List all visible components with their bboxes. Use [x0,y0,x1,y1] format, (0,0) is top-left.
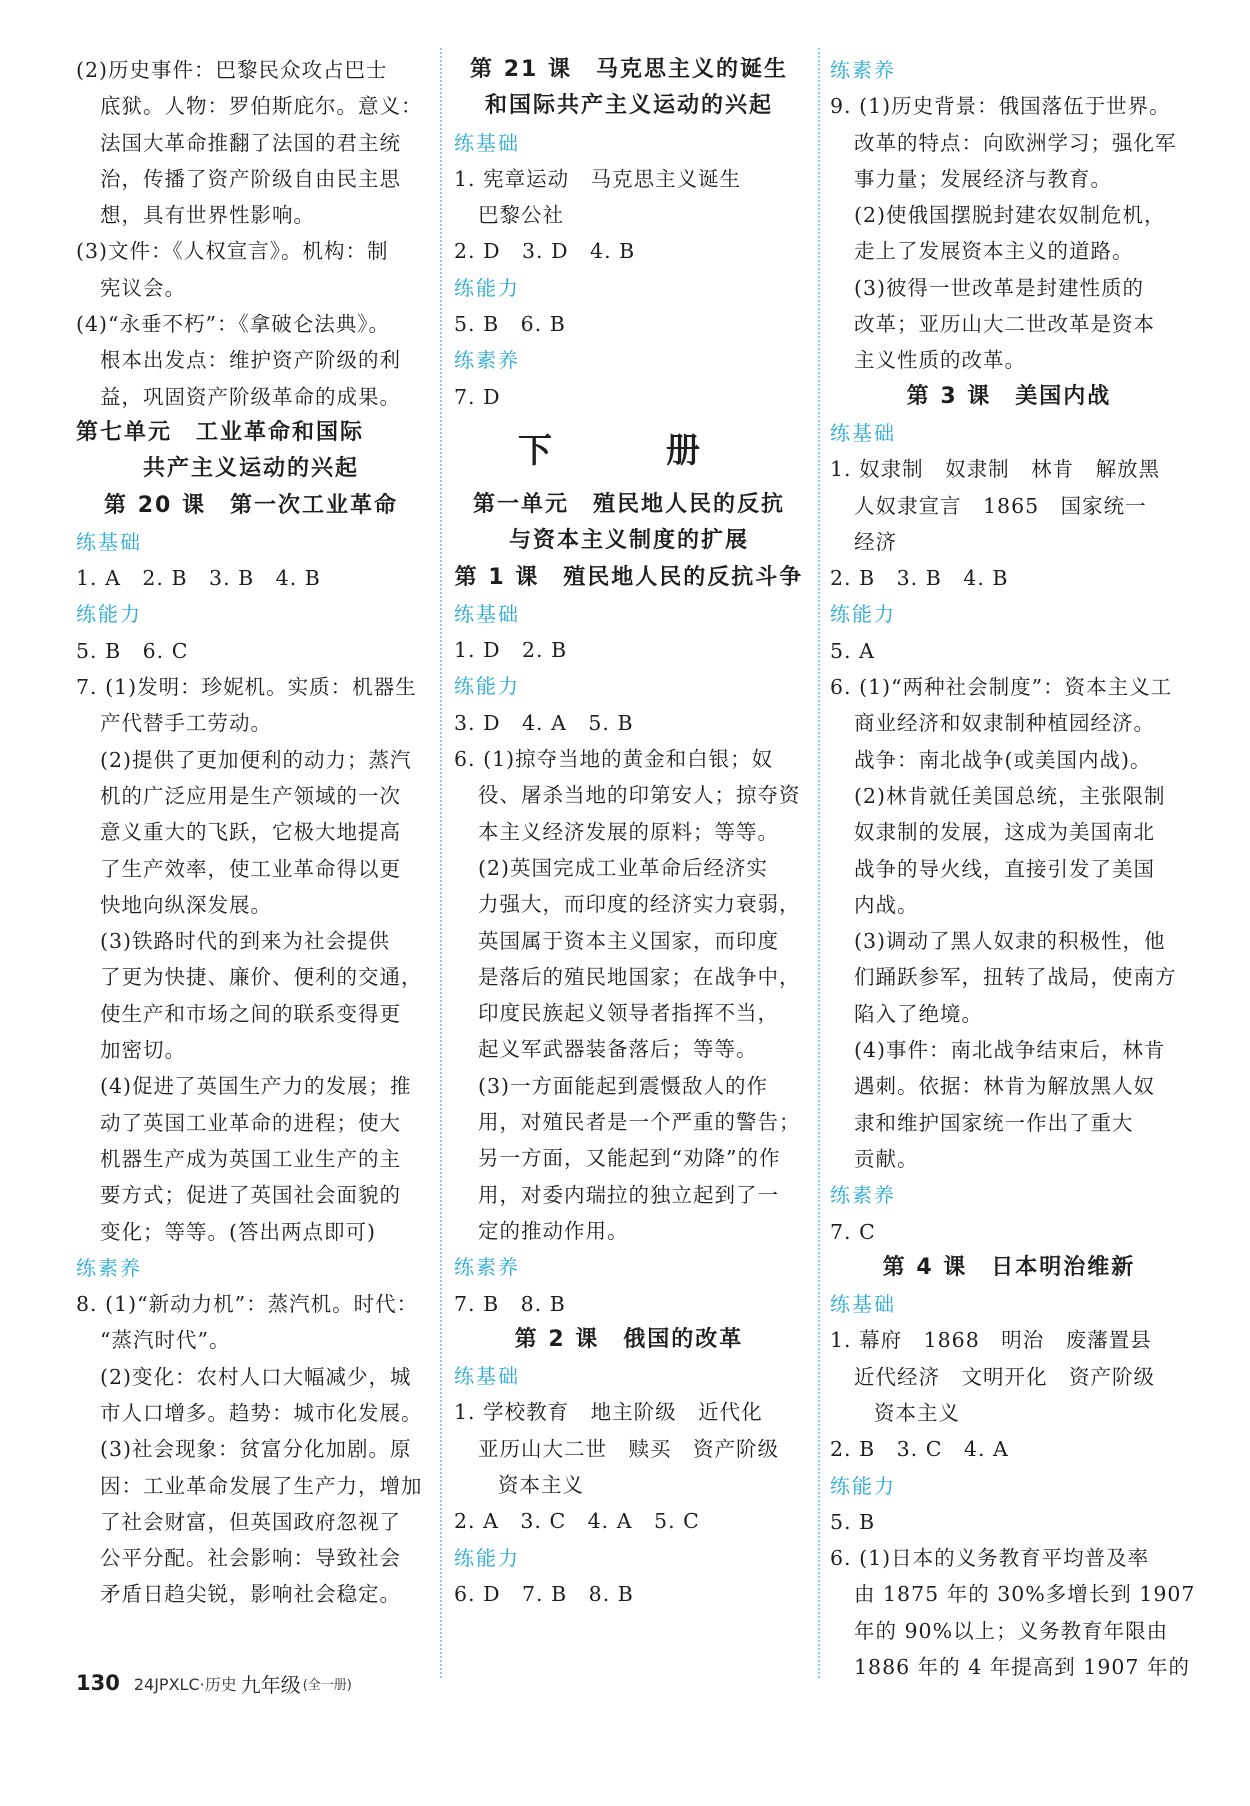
answer-line: 变化；等等。(答出两点即可) [100,1219,376,1244]
answer-line: 1. 宪章运动 马克思主义诞生 [454,166,742,191]
answer-line: 底狱。人物：罗伯斯庇尔。意义： [100,94,423,119]
section-label: 练基础 [830,420,896,445]
answer-line: 亚历山大二世 赎买 资产阶级 [478,1436,779,1461]
answer-line: 用，对委内瑞拉的独立起到了一 [478,1182,779,1207]
answer-line: 公平分配。社会影响：导致社会 [100,1546,401,1571]
answer-line: 5. B [830,1509,876,1534]
section-label: 练基础 [454,601,520,626]
answer-line: 3. D 4. A 5. B [454,710,634,735]
answer-line: 用，对殖民者是一个严重的警告； [478,1110,801,1135]
answer-line: 7. D [454,384,501,409]
section-label: 练能力 [454,1545,520,1570]
answer-line: 5. B 6. B [454,312,566,337]
answer-line: (3)调动了黑人奴隶的积极性，他 [854,929,1166,954]
answer-line: 走上了发展资本主义的道路。 [854,239,1134,264]
answer-line: (3)彼得一世改革是封建性质的 [854,275,1145,300]
page-number: 130 [76,1671,120,1695]
answer-line: 战争：南北战争(或美国内战)。 [854,747,1152,772]
answer-line: (3)一方面能起到震慑敌人的作 [478,1073,769,1098]
answer-line: 事力量；发展经济与教育。 [854,166,1112,191]
answer-line: 了更为快捷、廉价、便利的交通， [100,965,423,990]
answer-line: 7. C [830,1219,876,1244]
section-label: 练基础 [454,1364,520,1389]
answer-line: 1. 幕府 1868 明治 废藩置县 [830,1328,1152,1353]
lesson-title: 第 1 课 殖民地人民的反抗斗争 [454,564,804,590]
answer-line: 意义重大的飞跃，它极大地提高 [100,820,401,845]
answer-line: (2)变化：农村人口大幅减少，城 [100,1364,412,1389]
answer-line: 2. B 3. B 4. B [830,566,1009,591]
answer-line: 2. B 3. C 4. A [830,1437,1009,1462]
answer-line: 遇刺。依据：林肯为解放黑人奴 [854,1074,1155,1099]
answer-line: 6. (1)日本的义务教育平均普及率 [830,1546,1150,1571]
answer-line: 6. (1)“两种社会制度”：资本主义工 [830,675,1173,700]
answer-line: 法国大革命推翻了法国的君主统 [100,130,401,155]
answer-line: 想，具有世界性影响。 [100,203,315,228]
volume-label: (全一册) [302,1677,352,1693]
answer-line: 2. D 3. D 4. B [454,239,636,264]
answer-line: 另一方面，又能起到“劝降”的作 [478,1146,781,1171]
answer-line: 改革的特点：向欧洲学习；强化军 [854,130,1177,155]
lesson-title: 和国际共产主义运动的兴起 [484,93,773,119]
answer-line: 1. 学校教育 地主阶级 近代化 [454,1400,763,1425]
answer-line: 主义性质的改革。 [854,348,1026,373]
answer-line: 快地向纵深发展。 [100,892,272,917]
answer-line: 力强大，而印度的经济实力衰弱， [478,892,801,917]
section-label: 练能力 [454,275,520,300]
answer-line: 市人口增多。趋势：城市化发展。 [100,1400,423,1425]
section-label: 练能力 [830,1473,896,1498]
section-label: 练素养 [76,1255,142,1280]
section-label: 练素养 [830,1183,896,1208]
answer-line: 矛盾日趋尖锐，影响社会稳定。 [100,1582,401,1607]
answer-line: 奴隶制的发展，这成为美国南北 [854,820,1155,845]
answer-line: 产代替手工劳动。 [100,711,272,736]
answer-line: (3)文件：《人权宣言》。机构：制 [76,239,389,264]
answer-line: 5. A [830,638,875,663]
answer-line: 们踊跃参军，扭转了战局，使南方 [854,965,1177,990]
answer-line: 治，传播了资产阶级自由民主思 [100,166,401,191]
answer-line: 近代经济 文明开化 资产阶级 [854,1364,1155,1389]
answer-line: (4)“永垂不朽”：《拿破仑法典》。 [76,312,390,337]
volume-heading: 下 册 [518,430,740,471]
answer-line: (4)促进了英国生产力的发展；推 [100,1074,412,1099]
answer-line: 本主义经济发展的原料；等等。 [478,819,779,844]
answer-line: 商业经济和奴隶制种植园经济。 [854,711,1155,736]
answer-line: 7. B 8. B [454,1291,566,1316]
answer-line: (3)铁路时代的到来为社会提供 [100,929,391,954]
answer-line: 役、屠杀当地的印第安人；掠夺资 [478,783,801,808]
column-right [830,52,1196,1685]
answer-line: 机器生产成为英国工业生产的主 [100,1146,401,1171]
answer-line: (2)英国完成工业革命后经济实 [478,855,769,880]
lesson-title: 第一单元 殖民地人民的反抗 [472,491,785,517]
answer-line: 了生产效率，使工业革命得以更 [100,856,401,881]
answer-line: 经济 [854,529,897,554]
answer-line: 1. D 2. B [454,638,568,663]
answer-line: 资本主义 [874,1400,960,1425]
answer-line: 起义军武器装备落后；等等。 [478,1037,758,1062]
answer-line: “蒸汽时代”。 [100,1328,231,1353]
answer-line: 动了英国工业革命的进程；使大 [100,1110,401,1135]
section-label: 练能力 [76,602,142,627]
answer-line: 6. D 7. B 8. B [454,1581,634,1606]
answer-line: 2. A 3. C 4. A 5. C [454,1509,700,1534]
answer-line: (3)社会现象：贫富分化加剧。原 [100,1437,412,1462]
column-divider [818,48,820,1678]
answer-line: 陷入了绝境。 [854,1001,983,1026]
answer-line: 贡献。 [854,1146,919,1171]
answer-line: 巴黎公社 [478,203,564,228]
section-label: 练基础 [76,529,142,554]
answer-line: 8. (1)“新动力机”：蒸汽机。时代： [76,1292,419,1317]
grade-label: 九年级 [240,1672,301,1697]
series-code: 24JPXLC·历史 [133,1674,237,1694]
lesson-title: 第 21 课 马克思主义的诞生 [470,57,788,82]
answer-line: 了社会财富，但英国政府忽视了 [100,1509,401,1534]
answer-line: 加密切。 [100,1038,186,1063]
page-footer [76,1668,352,1698]
section-label: 练素养 [830,58,896,82]
lesson-title: 第 4 课 日本明治维新 [882,1254,1136,1280]
lesson-title: 与资本主义制度的扩展 [508,528,749,554]
answer-line: 要方式；促进了英国社会面貌的 [100,1183,401,1208]
answer-line: 是落后的殖民地国家；在战争中， [478,964,801,989]
answer-line: 因：工业革命发展了生产力，增加 [100,1473,423,1498]
answer-line: 7. (1)发明：珍妮机。实质：机器生 [76,675,417,700]
answer-line: 9. (1)历史背景：俄国落伍于世界。 [830,94,1171,119]
answer-line: 使生产和市场之间的联系变得更 [100,1001,401,1026]
lesson-title: 第 2 课 俄国的改革 [514,1326,744,1352]
answer-line: 1. A 2. B 3. B 4. B [76,566,321,591]
answer-line: 改革；亚历山大二世改革是资本 [854,312,1155,337]
answer-line: 5. B 6. C [76,638,189,663]
answer-line: (2)林肯就任美国总统，主张限制 [854,783,1166,808]
column-middle [454,52,804,1612]
answer-line: 定的推动作用。 [478,1218,629,1243]
answer-line: 机的广泛应用是生产领域的一次 [100,783,401,808]
section-label: 练基础 [454,130,520,155]
answer-line: 人奴隶宣言 1865 国家统一 [854,493,1147,518]
section-label: 练能力 [830,602,896,627]
answer-line: 1. 奴隶制 奴隶制 林肯 解放黑 [830,457,1161,482]
answer-line: 资本主义 [498,1472,584,1497]
answer-line: 益，巩固资产阶级革命的成果。 [100,384,401,409]
column-left [76,52,426,1613]
answer-line: 6. (1)掠夺当地的黄金和白银；奴 [454,747,774,772]
answer-line: (2)提供了更加便利的动力；蒸汽 [100,747,412,772]
answer-line: (4)事件：南北战争结束后，林肯 [854,1038,1166,1063]
answer-line: 根本出发点：维护资产阶级的利 [100,348,401,373]
section-label: 练素养 [454,1255,520,1280]
answer-line: 内战。 [854,892,919,917]
answer-line: 隶和维护国家统一作出了重大 [854,1110,1134,1135]
section-label: 练素养 [454,348,520,373]
answer-line: 年的 90%以上；义务教育年限由 [854,1618,1169,1643]
answer-line: (2)使俄国摆脱封建农奴制危机， [854,203,1166,228]
answer-line: (2)历史事件：巴黎民众攻占巴士 [76,58,388,82]
answer-line: 1886 年的 4 年提高到 1907 年的 [854,1655,1190,1680]
section-label: 练基础 [830,1292,896,1317]
section-label: 练能力 [454,674,520,699]
answer-line: 宪议会。 [100,275,186,300]
answer-line: 由 1875 年的 30%多增长到 1907 [854,1582,1196,1607]
lesson-title: 第七单元 工业革命和国际 [76,419,365,445]
lesson-title: 共产主义运动的兴起 [142,456,359,482]
answer-line: 印度民族起义领导者指挥不当， [478,1001,779,1026]
lesson-title: 第 3 课 美国内战 [906,383,1112,409]
answer-line: 英国属于资本主义国家，而印度 [478,928,779,953]
column-divider [440,48,442,1678]
answer-line: 战争的导火线，直接引发了美国 [854,856,1155,881]
lesson-title: 第 20 课 第一次工业革命 [104,492,398,518]
